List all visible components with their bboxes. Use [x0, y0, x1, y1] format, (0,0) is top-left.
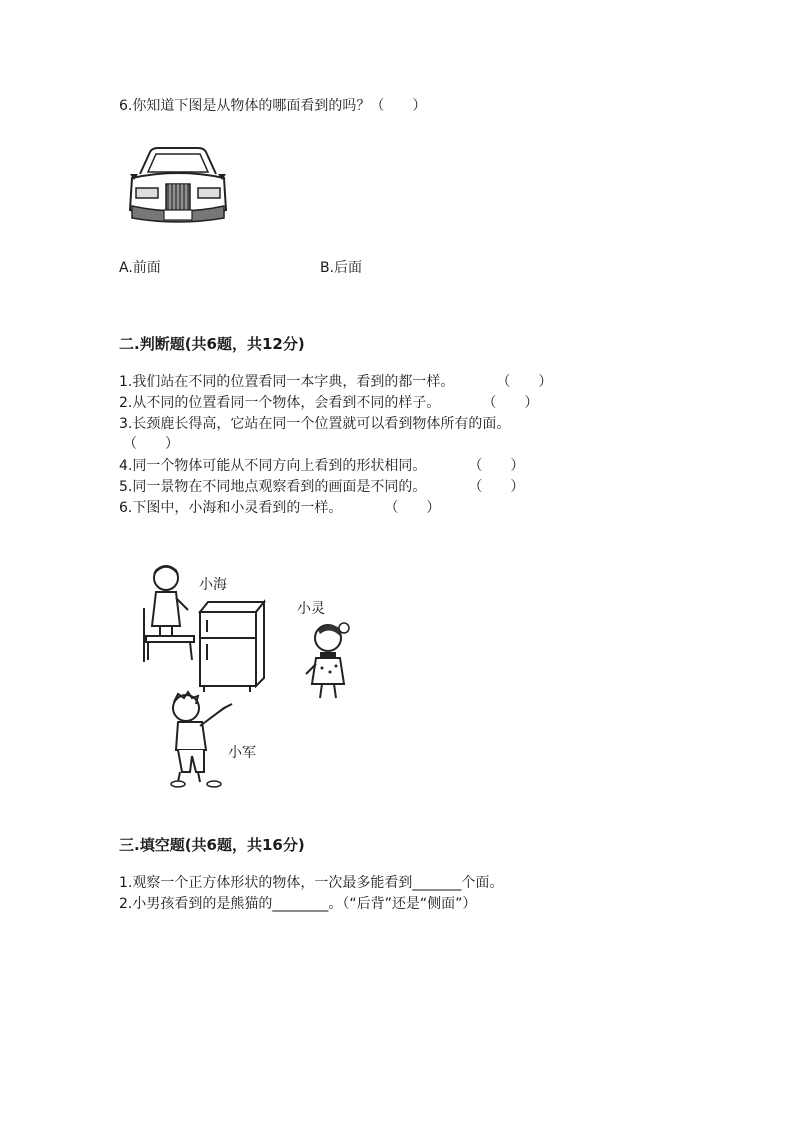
question-6-text: 6.你知道下图是从物体的哪面看到的吗？（ ） [119, 98, 427, 114]
label-xiaohai: 小海 [199, 577, 227, 593]
judgment-section-heading: 二.判断题(共6题，共12分) [119, 335, 305, 353]
judgment-item-1: 1.我们站在不同的位置看同一本字典，看到的都一样。 （ ） [119, 374, 553, 390]
judgment-item-2: 2.从不同的位置看同一个物体，会看到不同的样子。 （ ） [119, 395, 539, 411]
refrigerator [200, 602, 264, 692]
fill-item-1: 1.观察一个正方体形状的物体，一次最多能看到_______个面。 [119, 875, 504, 891]
option-a[interactable]: A.前面 [119, 260, 161, 276]
xiaohai-figure [144, 566, 194, 662]
judgment-item-6: 6.下图中，小海和小灵看到的一样。 （ ） [119, 500, 441, 516]
car-front-illustration [128, 144, 228, 226]
fill-section-heading: 三.填空题(共6题，共16分) [119, 836, 305, 854]
judgment-item-5: 5.同一景物在不同地点观察看到的画面是不同的。 （ ） [119, 479, 525, 495]
judgment-item-3: 3.长颈鹿长得高，它站在同一个位置就可以看到物体所有的面。 [119, 416, 511, 432]
xiaoling-figure [306, 623, 349, 698]
judgment-item-3-answer-blank[interactable]: （ ） [123, 436, 179, 452]
fill-item-2: 2.小男孩看到的是熊猫的________。（“后背”还是“侧面”） [119, 896, 477, 912]
label-xiaojun: 小军 [228, 745, 256, 761]
label-xiaoling: 小灵 [297, 601, 325, 617]
option-b[interactable]: B.后面 [320, 260, 363, 276]
xiaojun-figure [171, 692, 232, 787]
observation-scene-illustration [130, 560, 390, 800]
judgment-item-4: 4.同一个物体可能从不同方向上看到的形状相同。 （ ） [119, 458, 525, 474]
